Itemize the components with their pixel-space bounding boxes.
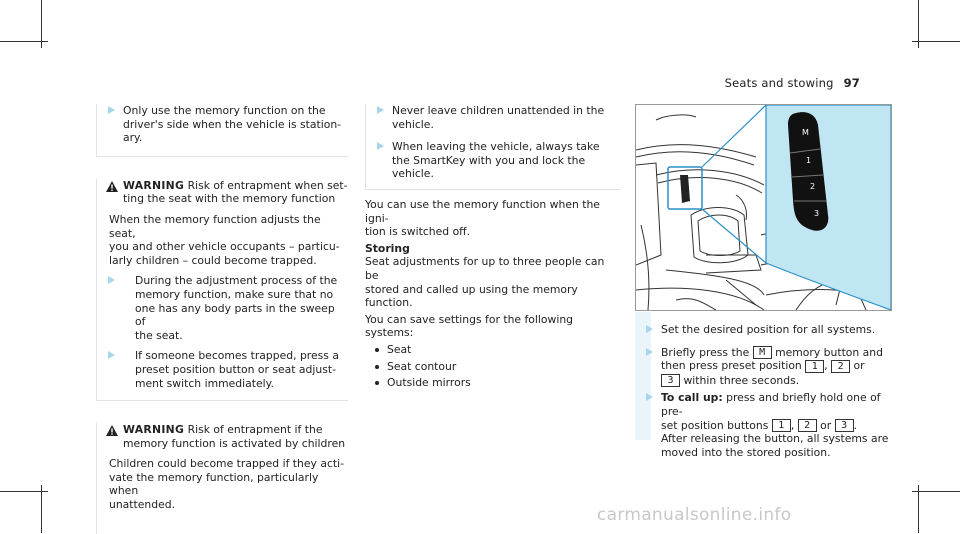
crop-mark — [0, 491, 48, 492]
text-line: Never leave children unattended in the — [392, 104, 605, 117]
text-line: ary. — [123, 131, 143, 145]
step — [635, 346, 895, 388]
list-item: Seat contour — [373, 360, 620, 374]
key-m-label: M — [802, 128, 809, 137]
step — [97, 274, 348, 342]
text-line: vehicle. — [392, 167, 434, 181]
text-line: During the adjustment process of the — [135, 274, 338, 288]
step — [97, 349, 348, 390]
preset-key-1: 1 — [805, 360, 824, 373]
text-line: ment switch immediately. — [135, 376, 274, 390]
preset-key-3: 3 — [661, 374, 680, 387]
step — [366, 104, 620, 131]
key-3-label: 3 — [814, 209, 820, 218]
text-line: the SmartKey with you and lock the — [392, 153, 586, 167]
text-line: Children could become trapped if they acti- — [109, 457, 345, 471]
column-1 — [96, 104, 348, 534]
text-line: one has any body parts in the sweep of — [135, 301, 335, 329]
warning-heading — [97, 423, 348, 450]
arrow-icon — [646, 348, 653, 356]
text-line: When leaving the vehicle, always take — [392, 140, 600, 154]
text-line: tion is switched off. — [365, 225, 471, 239]
text-line: vehicle. — [392, 117, 434, 131]
text-line: stored and called up using the memory function. — [365, 282, 578, 310]
arrow-icon — [108, 276, 115, 284]
warning-title: Risk of entrapment when set- — [187, 178, 348, 192]
warning-triangle-icon — [106, 425, 118, 436]
text-line: moved into the stored position. — [661, 445, 831, 459]
crop-mark — [912, 491, 960, 492]
warning-body — [109, 213, 348, 267]
arrow-icon — [377, 142, 384, 150]
text-line: Only use the memory function on the — [123, 104, 326, 117]
text-fragment: To call up: — [661, 391, 723, 405]
paragraph — [365, 198, 620, 239]
text-line: Set the desired position for all systems. — [661, 323, 876, 336]
crop-mark — [918, 485, 919, 533]
text-fragment: then press preset position — [661, 359, 802, 373]
text-line: You can use the memory function when the igni- — [365, 197, 600, 225]
text-fragment: , — [790, 418, 795, 432]
text-fragment: or — [820, 418, 832, 432]
warning-box — [96, 179, 348, 401]
warning-label: WARNING — [123, 178, 185, 192]
arrow-icon — [108, 351, 115, 359]
key-1-label: 1 — [806, 156, 812, 165]
warning-body — [109, 457, 348, 511]
step — [635, 323, 895, 337]
crop-mark — [0, 41, 48, 42]
warning-title: memory function is activated by children — [123, 436, 346, 450]
preset-key-2: 2 — [831, 360, 850, 373]
text-line: larly children – could become trapped. — [109, 253, 317, 267]
warning-box — [96, 423, 348, 534]
arrow-icon — [646, 325, 653, 333]
arrow-icon — [646, 393, 653, 401]
list-item: Seat — [373, 343, 620, 357]
paragraph — [365, 255, 620, 309]
warning-title: ting the seat with the memory function — [123, 192, 336, 206]
text-fragment: set position buttons — [661, 418, 769, 432]
note-text — [97, 104, 348, 145]
preset-key-1: 1 — [772, 419, 791, 432]
text-line — [661, 359, 895, 373]
memory-button-illustration — [635, 104, 892, 311]
page-number: 97 — [843, 76, 860, 90]
text-line: When the memory function adjusts the seat, — [109, 212, 321, 240]
column-2 — [365, 104, 620, 390]
text-fragment: press and briefly hold one of pre- — [661, 391, 881, 418]
text-line — [661, 391, 895, 418]
text-line: vate the memory function, particularly when — [109, 470, 319, 498]
step — [366, 140, 620, 181]
note-box — [96, 104, 348, 157]
preset-key-2: 2 — [798, 419, 817, 432]
warning-heading — [97, 179, 348, 206]
text-fragment: memory button and — [775, 345, 883, 359]
warning-label: WARNING — [123, 423, 185, 437]
column-3 — [635, 323, 895, 459]
warning-title: Risk of entrapment if the — [187, 423, 323, 437]
text-fragment: , — [824, 359, 828, 373]
text-fragment: Briefly press the — [661, 345, 750, 359]
systems-intro: You can save settings for the following systems: — [365, 312, 574, 340]
watermark: carmanualsonline.info — [597, 505, 792, 525]
crop-mark — [912, 41, 960, 42]
note-box — [365, 104, 620, 190]
preset-key-3: 3 — [835, 419, 854, 432]
text-fragment: within three seconds. — [683, 373, 800, 387]
arrow-icon — [377, 106, 384, 114]
text-line: driver's side when the vehicle is station- — [123, 117, 342, 131]
text-line — [661, 419, 895, 433]
text-line: preset position button or seat adjust- — [135, 362, 336, 376]
list-item: Outside mirrors — [373, 376, 620, 390]
text-line: If someone becomes trapped, press a — [135, 349, 339, 363]
text-fragment: or — [853, 359, 865, 373]
text-line — [661, 374, 895, 388]
text-line: unattended. — [109, 498, 176, 512]
warning-triangle-icon — [106, 181, 118, 192]
key-2-label: 2 — [810, 182, 816, 191]
step — [635, 391, 895, 459]
crop-mark — [41, 485, 42, 533]
storing-heading: Storing — [365, 241, 410, 255]
text-line: After releasing the button, all systems are — [661, 432, 889, 446]
text-line — [661, 346, 895, 360]
door-panel-drawing — [636, 105, 891, 310]
page-header — [725, 76, 860, 90]
text-line: memory function, make sure that no — [135, 287, 334, 301]
memory-key: M — [753, 346, 772, 359]
section-title: Seats and stowing — [724, 76, 834, 90]
text-line: the seat. — [135, 328, 183, 342]
text-fragment: . — [853, 418, 858, 432]
text-line: Seat adjustments for up to three people can be — [365, 255, 605, 282]
text-line: you and other vehicle occupants – particu- — [109, 240, 340, 254]
